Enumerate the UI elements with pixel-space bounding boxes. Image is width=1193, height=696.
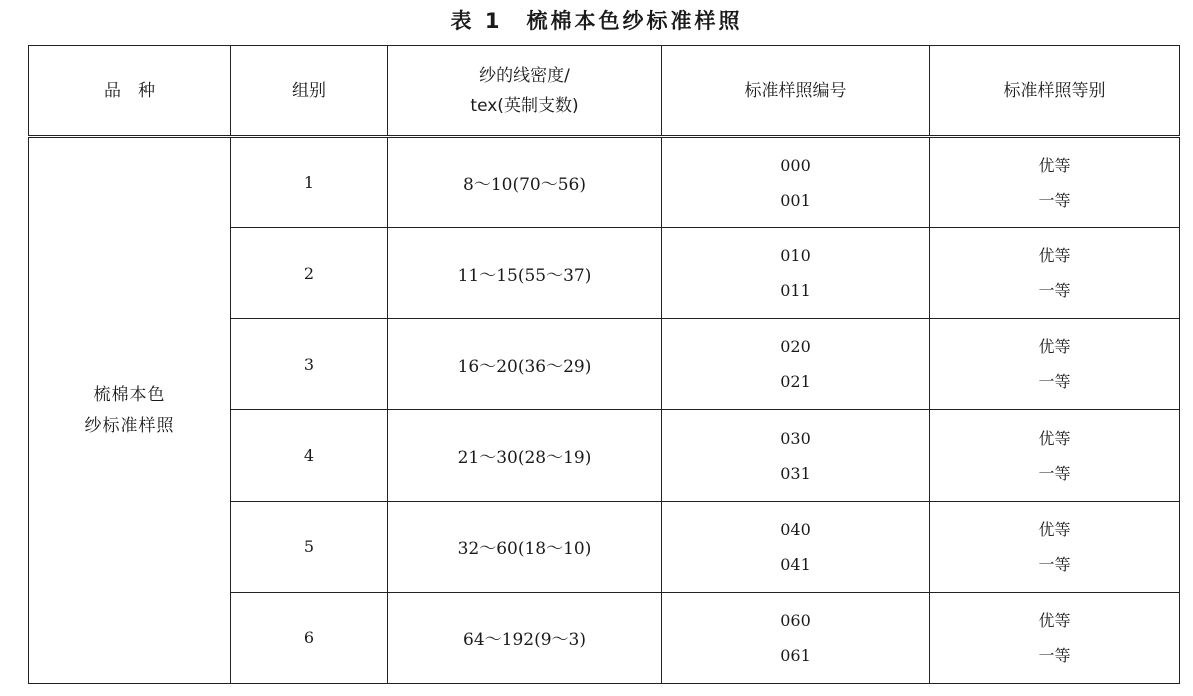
- header-row: [29, 46, 1180, 137]
- density-cell: 16～20(36～29): [388, 319, 662, 410]
- density-cell: 64～192(9～3): [388, 592, 662, 683]
- grades-cell: [930, 228, 1180, 319]
- group-cell: 1: [231, 137, 388, 228]
- table-row: [29, 137, 1180, 228]
- codes-cell: [662, 592, 930, 683]
- group-cell: 6: [231, 592, 388, 683]
- codes-cell: [662, 501, 930, 592]
- grades-cell: [930, 319, 1180, 410]
- group-cell: 5: [231, 501, 388, 592]
- header-density: [388, 46, 662, 137]
- grades-cell: [930, 592, 1180, 683]
- code-item: 060: [780, 610, 811, 630]
- header-group: 组别: [231, 46, 388, 137]
- grade-item: 优等: [1038, 428, 1071, 448]
- density-cell: 11～15(55～37): [388, 228, 662, 319]
- codes-cell: [662, 410, 930, 501]
- codes-cell: [662, 137, 930, 228]
- grades-cell: [930, 410, 1180, 501]
- grade-item: 一等: [1038, 281, 1071, 301]
- table-title: 表 1 梳棉本色纱标准样照: [450, 9, 743, 33]
- grade-item: 一等: [1038, 554, 1071, 574]
- code-item: 040: [780, 519, 811, 539]
- grade-item: 一等: [1038, 463, 1071, 483]
- category-line2: 纱标准样照: [84, 415, 175, 436]
- grade-item: 优等: [1038, 337, 1071, 357]
- category-cell: [29, 137, 231, 684]
- grade-item: 优等: [1038, 519, 1071, 539]
- density-cell: 8～10(70～56): [388, 137, 662, 228]
- group-cell: 3: [231, 319, 388, 410]
- codes-cell: [662, 319, 930, 410]
- grades-cell: [930, 501, 1180, 592]
- code-item: 041: [780, 554, 811, 574]
- grade-item: 一等: [1038, 372, 1071, 392]
- code-item: 031: [780, 463, 811, 483]
- code-item: 010: [780, 246, 811, 266]
- group-cell: 4: [231, 410, 388, 501]
- standard-sample-table: [28, 45, 1180, 684]
- group-cell: 2: [231, 228, 388, 319]
- code-item: 001: [780, 190, 811, 210]
- codes-cell: [662, 228, 930, 319]
- grade-item: 一等: [1038, 190, 1071, 210]
- cropped-next-caption: [0, 686, 1193, 696]
- code-item: 030: [780, 428, 811, 448]
- category-line1: 梳棉本色: [93, 384, 166, 405]
- code-item: 020: [780, 337, 811, 357]
- density-cell: 21～30(28～19): [388, 410, 662, 501]
- grade-item: 优等: [1038, 610, 1071, 630]
- header-code: 标准样照编号: [662, 46, 930, 137]
- code-item: 061: [780, 645, 811, 665]
- code-item: 021: [780, 372, 811, 392]
- code-item: 000: [780, 155, 811, 175]
- code-item: 011: [780, 281, 811, 301]
- grade-item: 优等: [1038, 246, 1071, 266]
- header-density-line1: 纱的线密度/: [479, 65, 570, 86]
- header-grade: 标准样照等别: [930, 46, 1180, 137]
- grades-cell: [930, 137, 1180, 228]
- grade-item: 一等: [1038, 645, 1071, 665]
- density-cell: 32～60(18～10): [388, 501, 662, 592]
- header-variety: 品 种: [29, 46, 231, 137]
- header-density-line2: tex(英制支数): [470, 95, 579, 116]
- grade-item: 优等: [1038, 155, 1071, 175]
